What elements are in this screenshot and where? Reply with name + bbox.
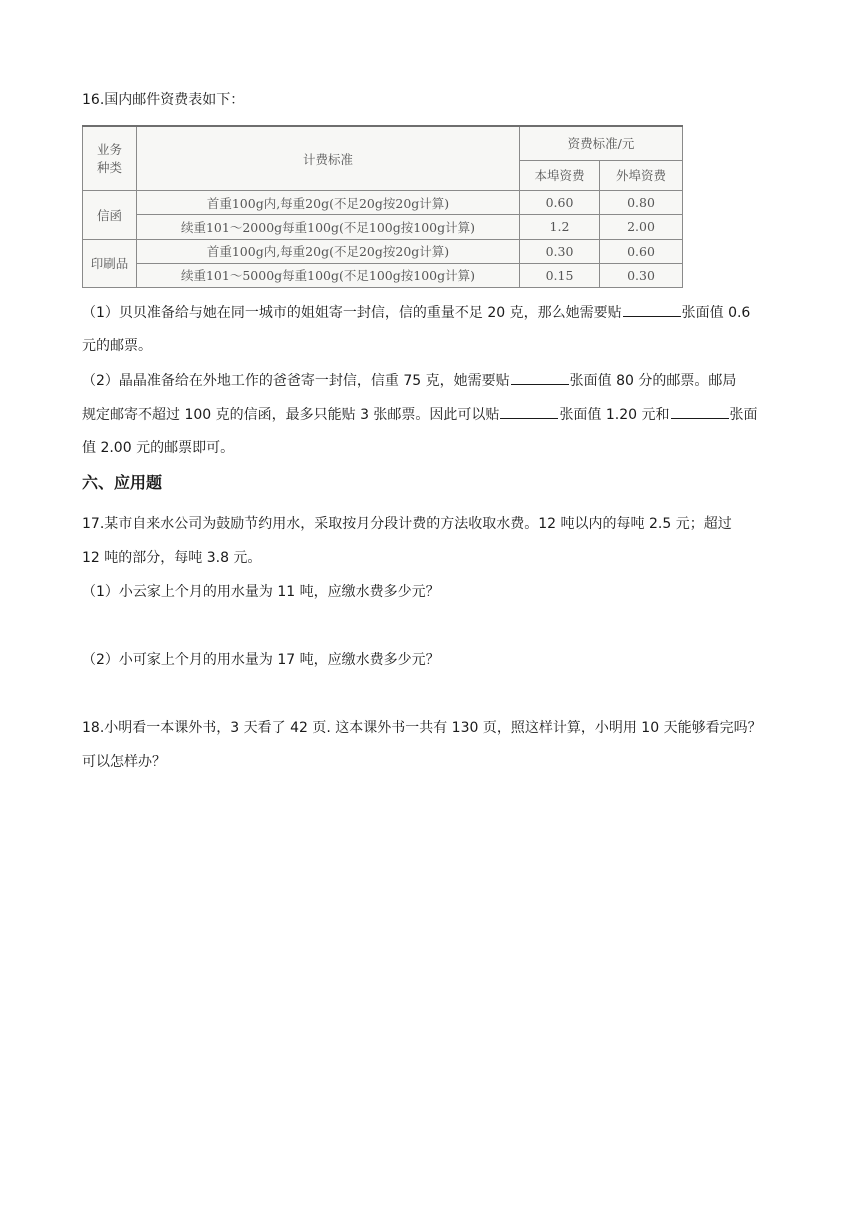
- local-fee-cell: 0.60: [520, 191, 600, 215]
- header-fee-group: 资费标准/元: [520, 126, 683, 160]
- header-category: [83, 126, 137, 191]
- nonlocal-fee-cell: 0.80: [600, 191, 683, 215]
- answer-blank[interactable]: [671, 404, 729, 419]
- fee-table: [82, 125, 683, 288]
- answer-blank[interactable]: [511, 370, 569, 385]
- q16-part1-line1: [82, 302, 782, 323]
- table-row: [83, 263, 683, 287]
- table-row: [83, 239, 683, 263]
- q16-part2-text-a: （2）晶晶准备给在外地工作的爸爸寄一封信，信重 75 克，她需要贴: [82, 373, 510, 389]
- nonlocal-fee-cell: 0.30: [600, 263, 683, 287]
- q17-line2: 12 吨的部分，每吨 3.8 元。: [82, 550, 262, 566]
- standard-cell: 首重100g内,每重20g(不足20g按20g计算): [137, 191, 520, 215]
- nonlocal-fee-cell: 0.60: [600, 239, 683, 263]
- category-letter: 信函: [83, 191, 137, 239]
- category-printed: 印刷品: [83, 239, 137, 287]
- answer-blank[interactable]: [500, 404, 558, 419]
- section-heading: 六、应用题: [82, 473, 163, 492]
- header-standard: 计费标准: [137, 126, 520, 191]
- q16-part2-line3: 值 2.00 元的邮票即可。: [82, 440, 235, 456]
- standard-cell: 续重101～2000g每重100g(不足100g按100g计算): [137, 215, 520, 239]
- q16-part2-text-c: 规定邮寄不超过 100 克的信函，最多只能贴 3 张邮票。因此可以贴: [82, 407, 500, 423]
- q17-sub2: （2）小可家上个月的用水量为 17 吨，应缴水费多少元？: [82, 652, 440, 668]
- standard-cell: 首重100g内,每重20g(不足20g按20g计算): [137, 239, 520, 263]
- header-category-line2: 种类: [96, 159, 122, 175]
- table-row: [83, 215, 683, 239]
- q18-line2: 可以怎样办？: [82, 754, 166, 770]
- local-fee-cell: 0.15: [520, 263, 600, 287]
- table-row: [83, 191, 683, 215]
- header-local: 本埠资费: [520, 160, 600, 190]
- answer-blank[interactable]: [623, 302, 681, 317]
- standard-cell: 续重101～5000g每重100g(不足100g按100g计算): [137, 263, 520, 287]
- q17-sub1: （1）小云家上个月的用水量为 11 吨，应缴水费多少元？: [82, 584, 440, 600]
- q16-part2-text-b: 张面值 80 分的邮票。邮局: [569, 373, 737, 389]
- q16-part2-line2: [82, 404, 782, 425]
- q16-part1-line2: 元的邮票。: [82, 338, 152, 354]
- q16-part2-text-d: 张面值 1.20 元和: [559, 407, 670, 423]
- q17-line1: 17.某市自来水公司为鼓励节约用水，采取按月分段计费的方法收取水费。12 吨以内的每吨 2.5 元；超过: [82, 516, 732, 532]
- q16-part2-text-e: 张面: [729, 407, 758, 423]
- q16-title: 16.国内邮件资费表如下：: [82, 92, 245, 108]
- nonlocal-fee-cell: 2.00: [600, 215, 683, 239]
- header-category-line1: 业务: [96, 141, 122, 157]
- q16-part2-line1: [82, 370, 782, 391]
- q16-part1-text-b: 张面值 0.6: [681, 305, 751, 321]
- local-fee-cell: 1.2: [520, 215, 600, 239]
- q16-part1-text-a: （1）贝贝准备给与她在同一城市的姐姐寄一封信，信的重量不足 20 克，那么她需要贴: [82, 305, 622, 321]
- q18-line1: 18.小明看一本课外书，3 天看了 42 页. 这本课外书一共有 130 页，照这样计算，小明用 10 天能够看完吗？: [82, 720, 762, 736]
- header-nonlocal: 外埠资费: [600, 160, 683, 190]
- local-fee-cell: 0.30: [520, 239, 600, 263]
- postage-fee-table: [82, 125, 682, 288]
